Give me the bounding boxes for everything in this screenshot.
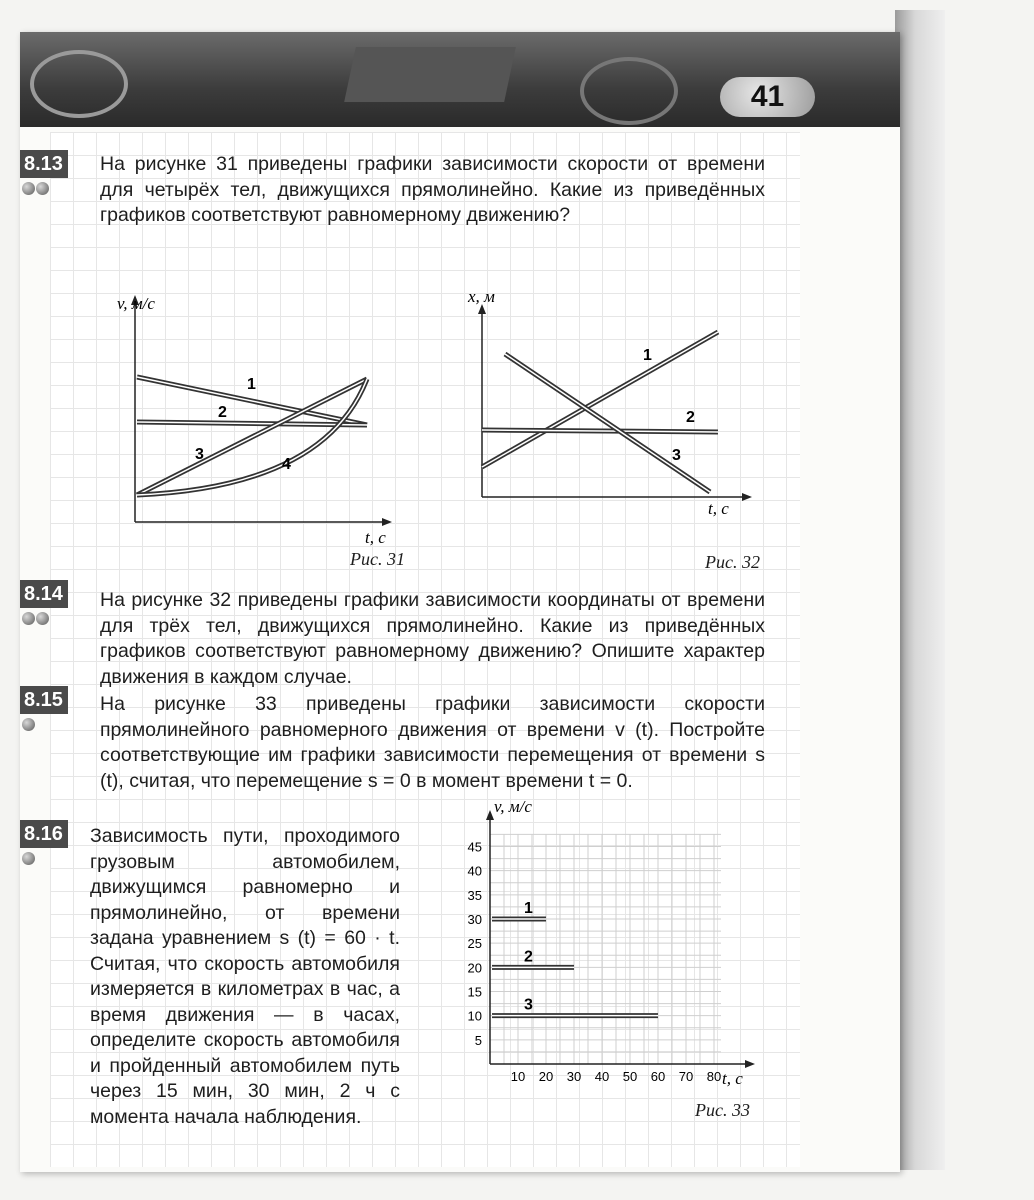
fig33-y-tick-label: 30 (467, 912, 482, 927)
fig33-series-label-2: 2 (524, 948, 533, 966)
fig33-y-tick-label: 45 (467, 839, 482, 855)
difficulty-dots-icon (22, 612, 62, 626)
fig33-y-tick-label: 40 (467, 863, 482, 879)
fig33-y-tick-label: 15 (467, 984, 482, 1000)
fig33-y-tick-label: 5 (474, 1032, 482, 1048)
fig32-ylabel: x, м (468, 287, 495, 306)
fig33-y-tick-label: 20 (467, 960, 482, 976)
fig31-label-2: 2 (218, 404, 227, 421)
textbook-page (20, 32, 900, 1172)
page-number: 41 (720, 77, 815, 117)
difficulty-dots-icon (22, 852, 62, 866)
header-band (20, 32, 900, 127)
figure-33-caption: Рис. 33 (695, 1100, 750, 1120)
fig33-x-tick-label: 30 (566, 1069, 582, 1084)
problem-number-8-15: 8.15 (20, 686, 68, 714)
fig33-x-tick-label: 70 (678, 1069, 694, 1084)
difficulty-dots-icon (22, 718, 62, 732)
fig32-xlabel: t, с (708, 499, 729, 518)
fig32-x-arrow (742, 493, 752, 501)
fig33-x-tick-label: 40 (594, 1069, 610, 1084)
fig32-label-1: 1 (643, 347, 652, 364)
problem-text-8-15: На рисунке 33 приведены графики зависимости скорости прямолинейного равномерного движения от времени v (t). Постройте соответствующие им графики зависимости перемещения от времени s (t), считая, что перемещение s = 0 в момент времени t = 0. (100, 693, 765, 792)
difficulty-dots-icon (22, 182, 62, 196)
fig31-xlabel: t, с (365, 528, 386, 547)
header-decoration (344, 47, 516, 102)
fig33-ylabel: v, м/с (494, 797, 532, 816)
fig33-x-tick-label: 10 (510, 1069, 526, 1084)
fig33-x-arrow (745, 1060, 755, 1068)
fig33-y-tick-label: 10 (467, 1008, 482, 1024)
fig33-x-tick-label: 80 (706, 1069, 722, 1084)
fig33-x-tick-label: 20 (538, 1069, 554, 1084)
figure-32 (460, 282, 760, 562)
fig31-ylabel: v, м/с (117, 294, 155, 313)
fig33-xlabel: t, с (722, 1069, 743, 1088)
problem-text-8-16: Зависимость пути, проходимого грузовым автомобилем, движущимся равномерно и прямолинейно, от времени задана уравнением s (t) = 60 · t. Считая, что скорость автомобиля измеряется в километрах в час, а время движения — в часах, определите скорость автомобиля и пройденный автомобилем путь через 15 мин, 30 мин, 2 ч с момента начала наблюдения. (90, 825, 400, 1128)
gear-decoration (580, 57, 678, 125)
figure-31-caption: Рис. 31 (350, 549, 405, 569)
problem-text-8-13: На рисунке 31 приведены графики зависимости скорости от времени для четырёх тел, движущихся прямолинейно. Какие из приведённых графиков соответствуют равномерному движению? (100, 153, 765, 226)
fig33-y-tick-label: 35 (467, 887, 482, 903)
problem-number-8-13: 8.13 (20, 150, 68, 178)
fig33-y-tick-label: 25 (467, 936, 482, 952)
speedometer-decoration (30, 50, 128, 118)
fig33-x-tick-label: 50 (622, 1069, 638, 1084)
fig32-label-3: 3 (672, 447, 681, 464)
figure-33-chart (430, 792, 760, 1092)
problem-number-8-16: 8.16 (20, 820, 68, 848)
fig31-label-4: 4 (282, 456, 291, 473)
fig31-label-3: 3 (195, 446, 204, 463)
fig32-label-2: 2 (686, 409, 695, 426)
problem-number-8-14: 8.14 (20, 580, 68, 608)
problem-text-8-14: На рисунке 32 приведены графики зависимости координаты от времени для трёх тел, движущихся прямолинейно. Какие из приведённых графиков соответствуют равномерному движению? Опишите характер движения в каждом случае. (100, 589, 765, 688)
fig33-series-label-1: 1 (524, 900, 533, 917)
fig33-series-label-3: 3 (524, 996, 533, 1014)
fig31-x-arrow (382, 518, 392, 526)
fig31-label-1: 1 (247, 376, 256, 393)
figure-31 (105, 267, 395, 592)
fig33-y-arrow (486, 810, 494, 820)
fig33-x-tick-label: 60 (650, 1069, 666, 1084)
figure-32-caption: Рис. 32 (705, 552, 760, 572)
page-stack-edge (895, 10, 945, 1170)
